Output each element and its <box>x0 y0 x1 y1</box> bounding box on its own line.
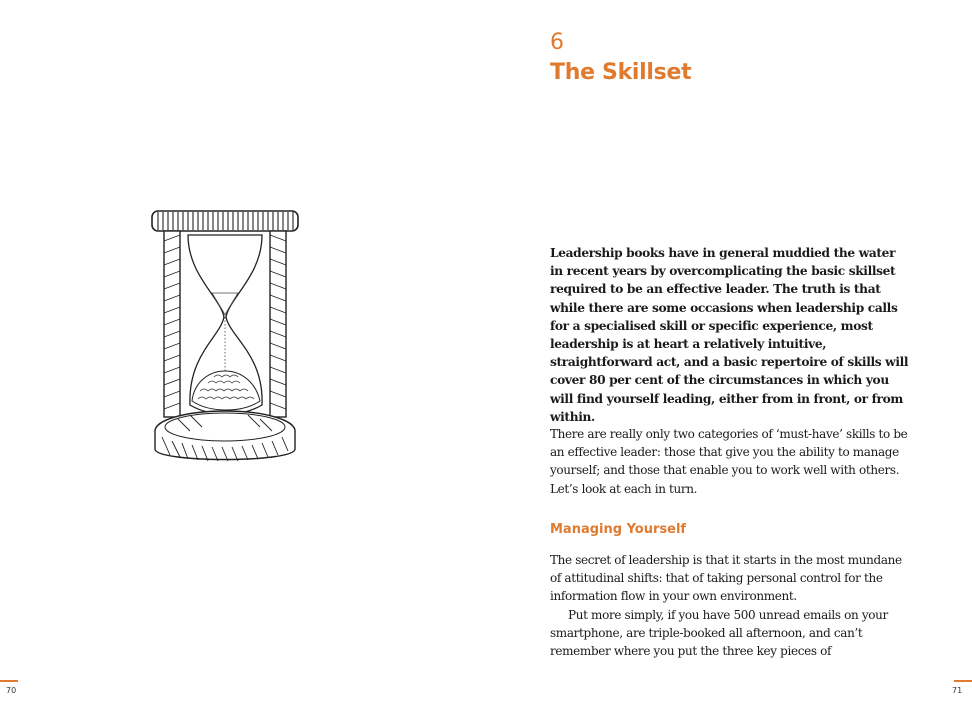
hourglass-icon <box>150 205 300 475</box>
page-number-left: 70 <box>6 686 17 695</box>
chapter-title: The Skillset <box>550 60 692 85</box>
body-paragraph-2 <box>550 551 910 660</box>
page-marker-left <box>0 680 18 682</box>
page-marker-right <box>954 680 972 682</box>
section-heading: Managing Yourself <box>550 522 687 537</box>
body-paragraph-2b: Put more simply, if you have 500 unread emails on your smartphone, are triple-booked all afternoon, and can’t remember where you put the three key pieces of <box>550 607 888 659</box>
chapter-number: 6 <box>550 30 564 55</box>
right-page <box>486 0 972 712</box>
body-paragraph-1: There are really only two categories of ‘must-have’ skills to be an effective leader: those that give you the ability to manage yourself; and those that enable you to work well with others. Let’s look at each in turn. <box>550 427 908 496</box>
page-number-right: 71 <box>952 686 963 695</box>
intro-paragraph: Leadership books have in general muddied the water in recent years by overcomplicating the basic skillset required to be an effective leader. The truth is that while there are some occasions when leadership calls for a specialised skill or specific experience, most leadership is at heart a relatively intuitive, straightforward act, and a basic repertoire of skills will cover 80 per cent of the circumstances in which you will find yourself leading, either from in front, or from within. <box>550 246 909 424</box>
body-paragraph-2a: The secret of leadership is that it starts in the most mundane of attitudinal shifts: that of taking personal control for the information flow in your own environment. <box>550 553 902 604</box>
